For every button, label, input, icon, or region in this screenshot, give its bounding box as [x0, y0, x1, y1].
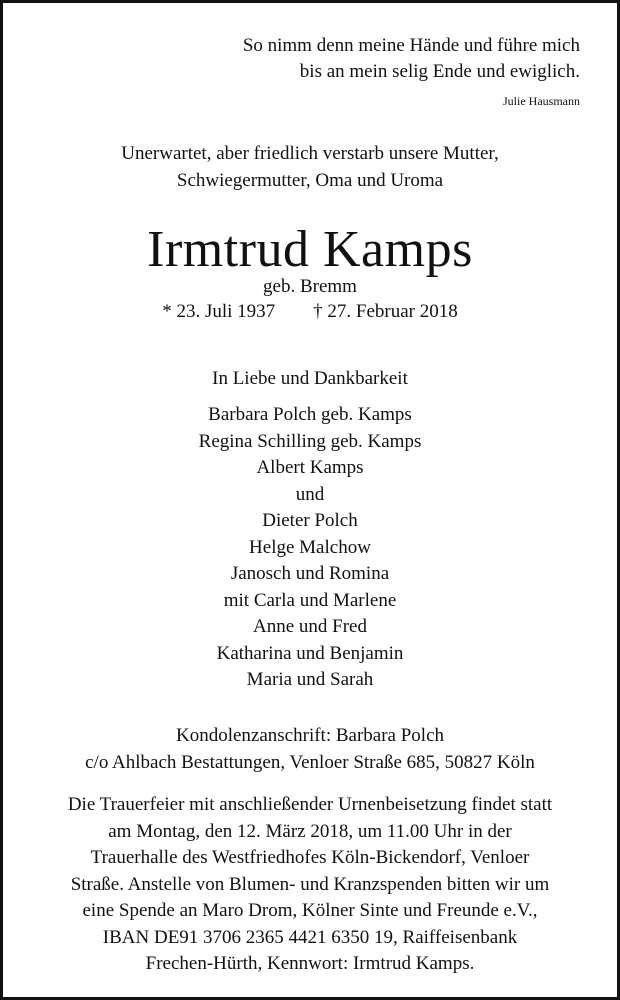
- mourner-name: Albert Kamps: [256, 457, 364, 478]
- condolence-address: [3, 722, 617, 776]
- mourner-name: Janosch und Romina: [230, 563, 390, 584]
- death-date: † 27. Februar 2018: [313, 301, 458, 322]
- birth-name: geb. Bremm: [263, 276, 357, 297]
- ceremony-line: Frechen-Hürth, Kennwort: Irmtrud Kamps.: [145, 953, 475, 974]
- life-dates: [3, 300, 617, 324]
- mourner-name: Dieter Polch: [262, 510, 358, 531]
- thanks-line: In Liebe und Dankbarkeit: [212, 368, 408, 389]
- intro-line: Schwiegermutter, Oma und Uroma: [176, 170, 444, 191]
- motto-verse: [243, 33, 580, 85]
- mourner-name: mit Carla und Marlene: [223, 589, 397, 611]
- ceremony-line: IBAN DE91 3706 2365 4421 6350 19, Raiffeisenbank: [102, 926, 518, 948]
- mourner-name: Regina Schilling geb. Kamps: [198, 430, 422, 452]
- birth-date: * 23. Juli 1937: [162, 301, 276, 322]
- deceased-name: Irmtrud Kamps: [147, 221, 473, 278]
- ceremony-line: am Montag, den 12. März 2018, um 11.00 Uhr in der: [108, 820, 512, 842]
- mourner-name: Katharina und Benjamin: [216, 642, 404, 664]
- ceremony-line: Straße. Anstelle von Blumen- und Kranzspenden bitten wir um: [70, 873, 550, 895]
- ceremony-details: [3, 792, 617, 978]
- condolence-line: Kondolenzanschrift: Barbara Polch: [175, 725, 445, 746]
- motto-author: Julie Hausmann: [503, 94, 580, 108]
- mourner-list: [3, 402, 617, 694]
- mourner-name: und: [295, 483, 325, 505]
- intro-text: [3, 140, 617, 194]
- mourner-name: Barbara Polch geb. Kamps: [208, 404, 412, 425]
- intro-line: Unerwartet, aber friedlich verstarb unsere Mutter,: [121, 143, 499, 164]
- mourner-name: Helge Malchow: [249, 536, 371, 558]
- ceremony-line: Trauerhalle des Westfriedhofes Köln-Bickendorf, Venloer: [90, 847, 530, 868]
- motto-line: bis an mein selig Ende und ewiglich.: [299, 61, 580, 82]
- ceremony-line: Die Trauerfeier mit anschließender Urnenbeisetzung findet statt: [67, 794, 553, 815]
- mourner-name: Maria und Sarah: [246, 669, 374, 690]
- ceremony-line: eine Spende an Maro Drom, Kölner Sinte und Freunde e.V.,: [82, 900, 538, 921]
- motto-line: So nimm denn meine Hände und führe mich: [242, 35, 580, 56]
- mourner-name: Anne und Fred: [253, 616, 367, 637]
- condolence-line: c/o Ahlbach Bestattungen, Venloer Straße 685, 50827 Köln: [85, 752, 535, 773]
